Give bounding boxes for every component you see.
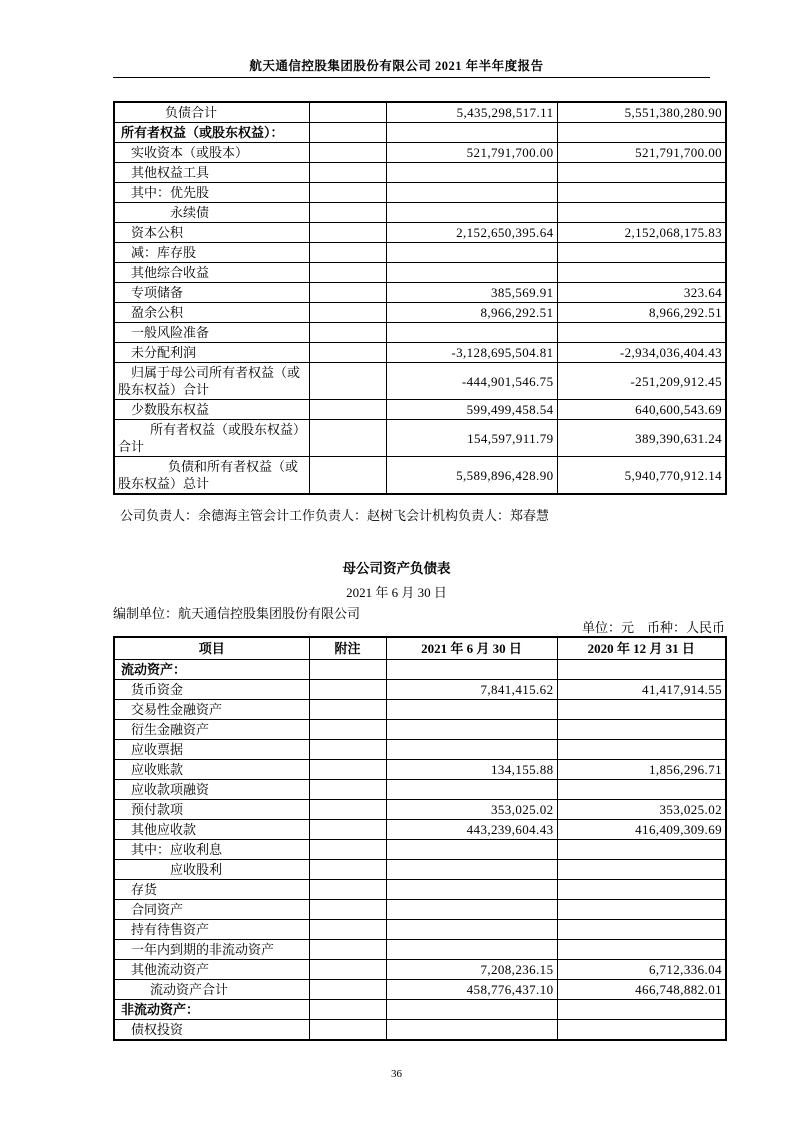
item-label-cell: 负债合计 [114, 102, 309, 123]
item-label-cell: 流动资产合计 [114, 979, 309, 999]
note-cell [309, 899, 386, 919]
item-label-cell: 其中：优先股 [114, 183, 309, 203]
note-cell [309, 283, 386, 303]
value-2020-cell [557, 939, 726, 959]
column-header-2021: 2021 年 6 月 30 日 [386, 637, 557, 659]
note-cell [309, 919, 386, 939]
note-cell [309, 819, 386, 839]
note-cell [309, 659, 386, 679]
signatories-line: 公司负责人：余德海主管会计工作负责人：赵树飞会计机构负责人：郑春慧 [120, 508, 550, 523]
value-2021-cell [386, 203, 557, 223]
note-cell [309, 323, 386, 343]
value-2020-cell: 6,712,336.04 [557, 959, 726, 979]
value-2021-cell [386, 779, 557, 799]
value-2021-cell: -444,901,546.75 [386, 363, 557, 400]
table-row [114, 243, 726, 263]
parent-table-body [114, 659, 726, 1040]
table-row [114, 979, 726, 999]
value-2020-cell [557, 203, 726, 223]
value-2021-cell: -3,128,695,504.81 [386, 343, 557, 363]
value-2020-cell [557, 1019, 726, 1040]
table-row [114, 123, 726, 143]
unit-currency-note: 单位：元 币种：人民币 [581, 620, 725, 635]
table-row [114, 899, 726, 919]
table-row [114, 819, 726, 839]
page-number: 36 [391, 1068, 402, 1080]
value-2020-cell [557, 699, 726, 719]
table-row [114, 223, 726, 243]
consolidated-table-body [114, 102, 726, 494]
table-row [114, 839, 726, 859]
note-cell [309, 102, 386, 123]
table-row [114, 779, 726, 799]
value-2020-cell: -251,209,912.45 [557, 363, 726, 400]
note-cell [309, 303, 386, 323]
item-label-cell: 应收票据 [114, 739, 309, 759]
value-2020-cell: 521,791,700.00 [557, 143, 726, 163]
item-label-cell: 盈余公积 [114, 303, 309, 323]
value-2020-cell: 41,417,914.55 [557, 679, 726, 699]
value-2021-cell [386, 183, 557, 203]
table-row [114, 323, 726, 343]
note-cell [309, 679, 386, 699]
value-2021-cell [386, 919, 557, 939]
column-header-note: 附注 [309, 637, 386, 659]
item-label-cell: 债权投资 [114, 1019, 309, 1040]
value-2021-cell [386, 879, 557, 899]
note-cell [309, 959, 386, 979]
value-2020-cell: 2,152,068,175.83 [557, 223, 726, 243]
value-2021-cell: 8,966,292.51 [386, 303, 557, 323]
value-2020-cell [557, 839, 726, 859]
table-row [114, 143, 726, 163]
note-cell [309, 263, 386, 283]
item-label-cell: 应收款项融资 [114, 779, 309, 799]
table-row [114, 739, 726, 759]
parent-balance-sheet-title: 母公司资产负债表 [342, 561, 451, 576]
item-label-cell: 货币资金 [114, 679, 309, 699]
note-cell [309, 1019, 386, 1040]
value-2020-cell [557, 263, 726, 283]
header-rule [113, 77, 710, 78]
value-2020-cell [557, 859, 726, 879]
value-2021-cell: 385,569.91 [386, 283, 557, 303]
note-cell [309, 400, 386, 420]
note-cell [309, 203, 386, 223]
table-row [114, 420, 726, 457]
consolidated-balance-sheet-table [113, 101, 727, 495]
note-cell [309, 243, 386, 263]
table-row [114, 400, 726, 420]
value-2021-cell: 5,435,298,517.11 [386, 102, 557, 123]
note-cell [309, 363, 386, 400]
item-label-cell: 未分配利润 [114, 343, 309, 363]
note-cell [309, 939, 386, 959]
value-2020-cell [557, 659, 726, 679]
item-label-cell: 其他流动资产 [114, 959, 309, 979]
item-label-cell: 非流动资产： [114, 999, 309, 1019]
value-2021-cell [386, 739, 557, 759]
parent-balance-sheet-table [113, 636, 727, 1041]
value-2021-cell [386, 163, 557, 183]
item-label-cell: 流动资产： [114, 659, 309, 679]
table-row [114, 879, 726, 899]
table-row [114, 659, 726, 679]
item-label-cell: 交易性金融资产 [114, 699, 309, 719]
item-label-cell: 预付款项 [114, 799, 309, 819]
value-2021-cell: 353,025.02 [386, 799, 557, 819]
note-cell [309, 719, 386, 739]
value-2020-cell: 5,551,380,280.90 [557, 102, 726, 123]
value-2021-cell [386, 1019, 557, 1040]
table-row [114, 1019, 726, 1040]
table-row [114, 303, 726, 323]
value-2020-cell: 323.64 [557, 283, 726, 303]
value-2020-cell: 640,600,543.69 [557, 400, 726, 420]
value-2020-cell: 416,409,309.69 [557, 819, 726, 839]
value-2020-cell [557, 779, 726, 799]
item-label-cell: 永续债 [114, 203, 309, 223]
table-row [114, 959, 726, 979]
value-2021-cell [386, 719, 557, 739]
table-row [114, 719, 726, 739]
table-row [114, 799, 726, 819]
value-2021-cell: 7,208,236.15 [386, 959, 557, 979]
table-row [114, 699, 726, 719]
value-2021-cell: 154,597,911.79 [386, 420, 557, 457]
item-label-cell: 存货 [114, 879, 309, 899]
value-2020-cell [557, 919, 726, 939]
table-row [114, 759, 726, 779]
value-2020-cell: 5,940,770,912.14 [557, 457, 726, 495]
table-row [114, 163, 726, 183]
item-label-cell: 其他应收款 [114, 819, 309, 839]
table-row [114, 363, 726, 400]
value-2021-cell: 5,589,896,428.90 [386, 457, 557, 495]
note-cell [309, 999, 386, 1019]
value-2020-cell [557, 183, 726, 203]
item-label-cell: 少数股东权益 [114, 400, 309, 420]
table-row [114, 102, 726, 123]
item-label-cell: 资本公积 [114, 223, 309, 243]
value-2021-cell [386, 123, 557, 143]
note-cell [309, 223, 386, 243]
value-2021-cell: 2,152,650,395.64 [386, 223, 557, 243]
note-cell [309, 143, 386, 163]
note-cell [309, 739, 386, 759]
item-label-cell: 一年内到期的非流动资产 [114, 939, 309, 959]
column-header-2020: 2020 年 12 月 31 日 [557, 637, 726, 659]
item-label-cell: 合同资产 [114, 899, 309, 919]
value-2021-cell [386, 839, 557, 859]
item-label-cell: 衍生金融资产 [114, 719, 309, 739]
note-cell [309, 779, 386, 799]
item-label-cell: 所有者权益（或股东权益）： [114, 123, 309, 143]
table-row [114, 283, 726, 303]
value-2020-cell: 466,748,882.01 [557, 979, 726, 999]
table-row [114, 859, 726, 879]
statement-date: 2021 年 6 月 30 日 [346, 585, 447, 600]
value-2020-cell [557, 739, 726, 759]
table-header-row [114, 637, 726, 659]
value-2020-cell: 353,025.02 [557, 799, 726, 819]
note-cell [309, 163, 386, 183]
item-label-cell: 其他综合收益 [114, 263, 309, 283]
table-row [114, 183, 726, 203]
table-row [114, 939, 726, 959]
value-2020-cell [557, 899, 726, 919]
table-row [114, 343, 726, 363]
value-2021-cell [386, 243, 557, 263]
value-2020-cell [557, 163, 726, 183]
value-2020-cell [557, 879, 726, 899]
note-cell [309, 759, 386, 779]
table-row [114, 919, 726, 939]
note-cell [309, 879, 386, 899]
value-2020-cell [557, 999, 726, 1019]
value-2020-cell [557, 719, 726, 739]
value-2021-cell: 521,791,700.00 [386, 143, 557, 163]
item-label-cell: 专项储备 [114, 283, 309, 303]
table-row [114, 203, 726, 223]
table-row [114, 457, 726, 495]
note-cell [309, 979, 386, 999]
item-label-cell: 所有者权益（或股东权益）合计 [114, 420, 309, 457]
note-cell [309, 457, 386, 495]
value-2020-cell: -2,934,036,404.43 [557, 343, 726, 363]
note-cell [309, 420, 386, 457]
value-2020-cell [557, 243, 726, 263]
item-label-cell: 持有待售资产 [114, 919, 309, 939]
prepared-by-line: 编制单位：航天通信控股集团股份有限公司 [113, 606, 361, 621]
value-2021-cell: 7,841,415.62 [386, 679, 557, 699]
value-2020-cell [557, 123, 726, 143]
note-cell [309, 183, 386, 203]
note-cell [309, 123, 386, 143]
table-row [114, 999, 726, 1019]
value-2021-cell [386, 659, 557, 679]
value-2021-cell: 134,155.88 [386, 759, 557, 779]
value-2021-cell [386, 999, 557, 1019]
value-2020-cell [557, 323, 726, 343]
note-cell [309, 799, 386, 819]
value-2020-cell: 389,390,631.24 [557, 420, 726, 457]
value-2021-cell [386, 263, 557, 283]
note-cell [309, 859, 386, 879]
table-row [114, 263, 726, 283]
value-2021-cell: 443,239,604.43 [386, 819, 557, 839]
value-2020-cell: 8,966,292.51 [557, 303, 726, 323]
item-label-cell: 应收账款 [114, 759, 309, 779]
item-label-cell: 实收资本（或股本） [114, 143, 309, 163]
report-header-title: 航天通信控股集团股份有限公司 2021 年半年度报告 [249, 59, 544, 73]
value-2021-cell [386, 859, 557, 879]
note-cell [309, 839, 386, 859]
item-label-cell: 归属于母公司所有者权益（或股东权益）合计 [114, 363, 309, 400]
item-label-cell: 其中：应收利息 [114, 839, 309, 859]
value-2021-cell: 458,776,437.10 [386, 979, 557, 999]
item-label-cell: 一般风险准备 [114, 323, 309, 343]
value-2021-cell [386, 323, 557, 343]
note-cell [309, 343, 386, 363]
value-2021-cell [386, 939, 557, 959]
item-label-cell: 应收股利 [114, 859, 309, 879]
value-2021-cell: 599,499,458.54 [386, 400, 557, 420]
note-cell [309, 699, 386, 719]
item-label-cell: 其他权益工具 [114, 163, 309, 183]
table-row [114, 679, 726, 699]
value-2020-cell: 1,856,296.71 [557, 759, 726, 779]
value-2021-cell [386, 899, 557, 919]
item-label-cell: 减：库存股 [114, 243, 309, 263]
value-2021-cell [386, 699, 557, 719]
column-header-item: 项目 [114, 637, 309, 659]
item-label-cell: 负债和所有者权益（或股东权益）总计 [114, 457, 309, 495]
